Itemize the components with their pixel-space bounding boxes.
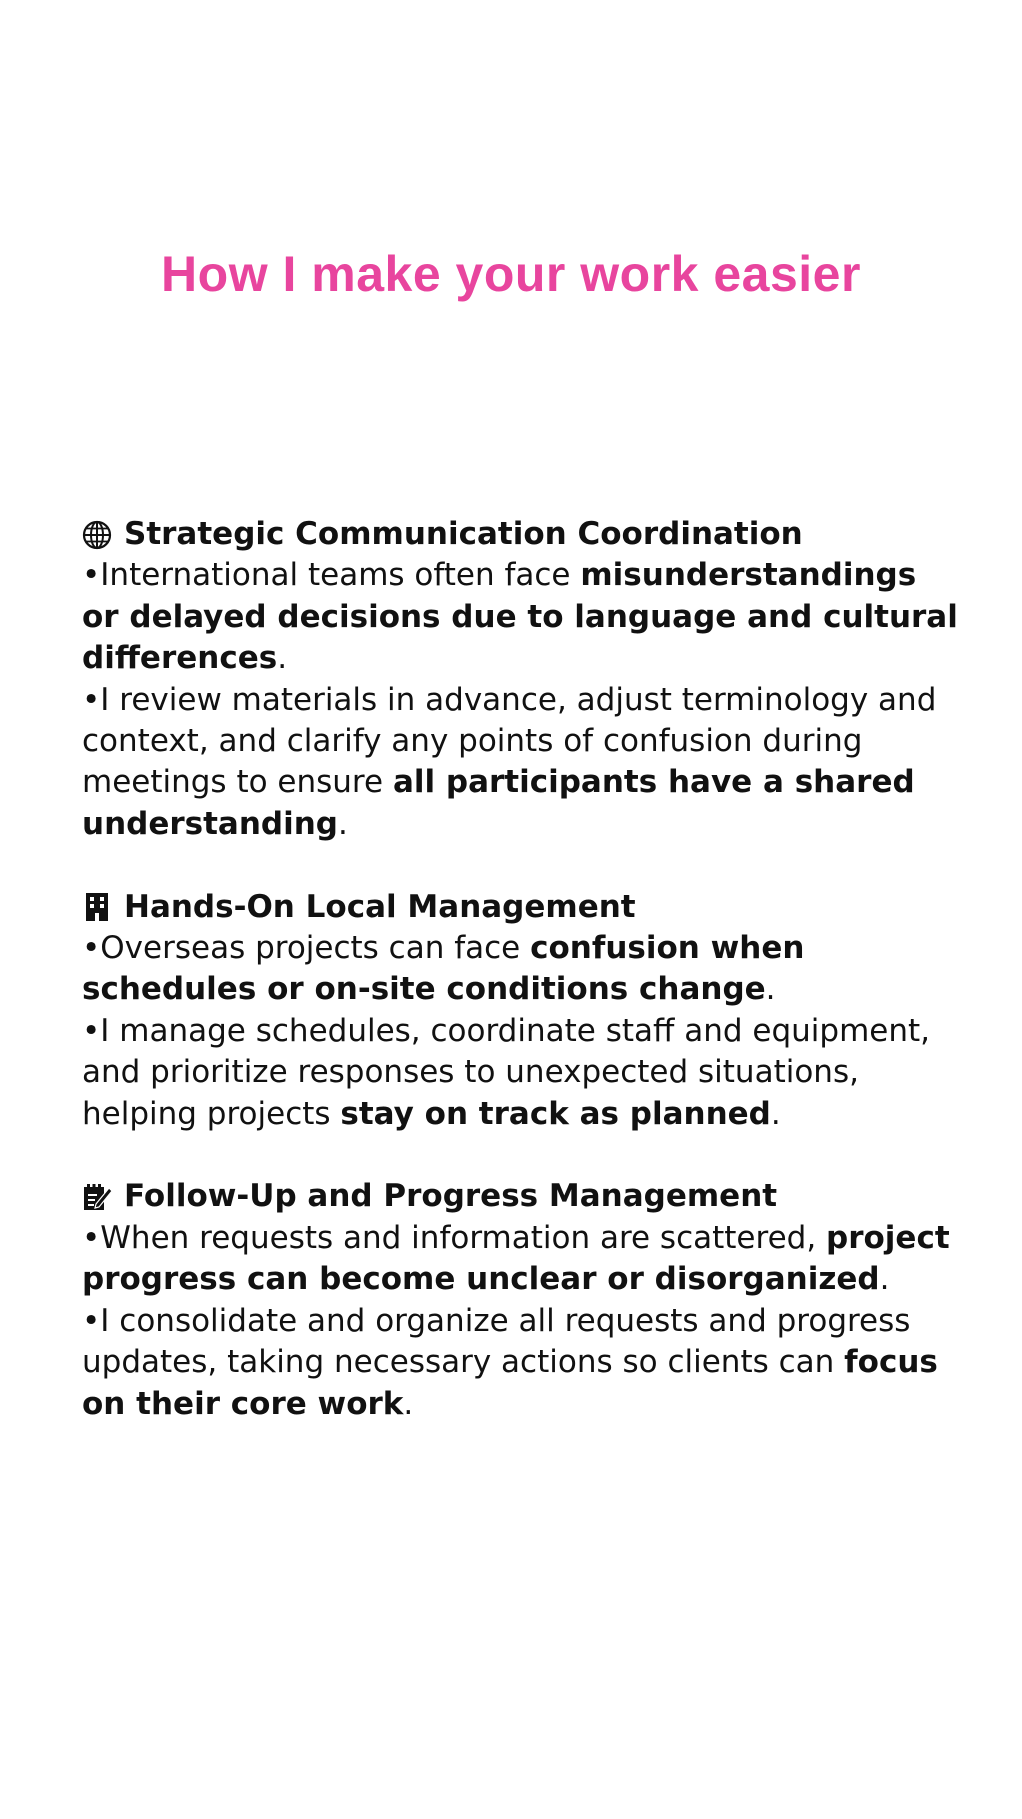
paragraph-emphasis: stay on track as planned bbox=[340, 1095, 771, 1132]
paragraph-text: •Overseas projects can face bbox=[82, 930, 531, 967]
paragraph-text: . bbox=[403, 1385, 414, 1422]
paragraph-emphasis: focus on their core work bbox=[82, 1344, 938, 1422]
paragraph-text: . bbox=[337, 805, 348, 842]
page-title: How I make your work easier bbox=[161, 246, 861, 302]
section-heading bbox=[82, 514, 962, 555]
paragraph-text: •When requests and information are scattered, bbox=[82, 1219, 827, 1256]
section-paragraph bbox=[82, 1011, 962, 1135]
section-heading-text: Follow-Up and Progress Management bbox=[124, 1178, 778, 1215]
section-paragraph bbox=[82, 680, 962, 846]
section-strategic-communication bbox=[82, 514, 962, 845]
memo-pencil-icon bbox=[82, 1182, 112, 1212]
paragraph-text: •International teams often face bbox=[82, 557, 581, 594]
paragraph-text: . bbox=[277, 640, 288, 677]
section-paragraph bbox=[82, 1301, 962, 1425]
paragraph-text: •I consolidate and organize all requests and progress updates, taking necessary actions so clients can bbox=[82, 1302, 911, 1381]
paragraph-text: . bbox=[770, 1095, 781, 1132]
paragraph-text: . bbox=[879, 1261, 890, 1298]
paragraph-emphasis: misunderstandings or delayed decisions due to language and cultural differences bbox=[82, 557, 958, 677]
section-heading-text: Hands-On Local Management bbox=[124, 888, 636, 925]
content bbox=[82, 514, 962, 1425]
section-paragraph bbox=[82, 555, 962, 679]
office-building-icon bbox=[82, 892, 112, 922]
paragraph-emphasis: all participants have a shared understanding bbox=[82, 764, 915, 842]
section-paragraph bbox=[82, 928, 962, 1011]
globe-icon bbox=[82, 520, 112, 550]
section-heading bbox=[82, 887, 962, 928]
paragraph-emphasis: confusion when schedules or on-site conditions change bbox=[82, 930, 805, 1008]
paragraph-text: •I review materials in advance, adjust terminology and context, and clarify any points of confusion during meetings to ensure bbox=[82, 681, 937, 801]
paragraph-text: •I manage schedules, coordinate staff and equipment, and prioritize responses to unexpected situations, helping projects bbox=[82, 1012, 931, 1132]
paragraph-emphasis: project progress can become unclear or disorganized bbox=[82, 1219, 950, 1298]
paragraph-text: . bbox=[765, 971, 776, 1008]
section-heading bbox=[82, 1176, 962, 1217]
section-local-management bbox=[82, 887, 962, 1135]
section-heading-text: Strategic Communication Coordination bbox=[124, 516, 803, 552]
section-follow-up bbox=[82, 1176, 962, 1424]
section-paragraph bbox=[82, 1218, 962, 1301]
